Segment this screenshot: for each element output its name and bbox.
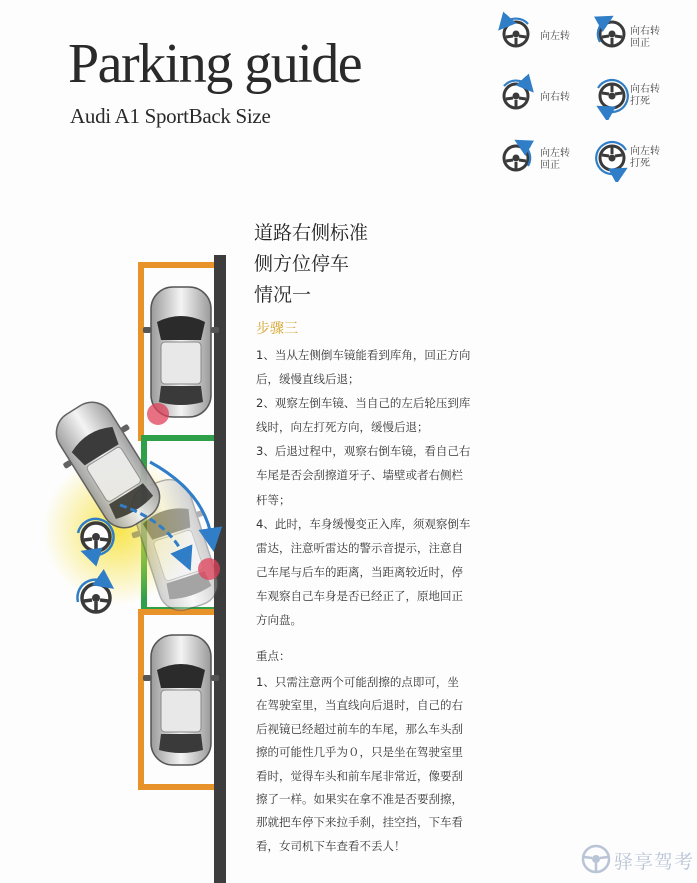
- legend-item: [492, 10, 588, 62]
- key-points-title: 重点：: [256, 649, 291, 663]
- step-item: 1、当从左侧倒车镜能看到库角，回正方向后，缓慢直线后退；: [256, 348, 471, 387]
- page-subtitle: Audi A1 SportBack Size: [70, 104, 271, 128]
- legend-item: [588, 72, 684, 124]
- watermark-text: 驿享驾考: [614, 851, 695, 873]
- front-contact-point: [147, 403, 169, 425]
- front-parked-car: [143, 287, 219, 417]
- legend-item: [492, 72, 588, 124]
- rear-contact-point: [198, 558, 220, 580]
- steering-wheel-turn-right-full-lock-icon: [588, 72, 636, 120]
- legend-label: 向左转 回正: [540, 148, 570, 171]
- legend-label: 向右转 打死: [630, 84, 660, 107]
- steering-wheel-turn-left-center-icon: [492, 134, 540, 182]
- heading-line: 情况一: [254, 284, 312, 306]
- legend-item: [492, 134, 588, 186]
- steering-wheel-turn-right-icon: [492, 72, 540, 120]
- step-instructions: [256, 343, 471, 632]
- step-item: 4、此时，车身缓慢变正入库，须观察倒车雷达，注意听雷达的警示音提示，注意自己车尾与后车的距离，当距离较近时，停车观察自己车身是否已经正了，原地回正方向盘。: [256, 516, 471, 628]
- page-title: Parking guide: [68, 33, 362, 95]
- heading-line: 侧方位停车: [254, 253, 350, 275]
- step-item: 2、观察左倒车镜、当自己的左后轮压到库线时，向左打死方向，缓慢后退；: [256, 396, 471, 435]
- legend-item: [588, 10, 684, 62]
- rear-parked-car: [143, 635, 219, 765]
- watermark: [580, 843, 695, 875]
- legend-label: 向右转: [540, 92, 570, 103]
- watermark-logo-icon: [580, 843, 612, 875]
- step-title: 步骤三: [256, 321, 298, 337]
- step-item: 3、后退过程中，观察右倒车镜，看自己右车尾是否会刮擦道牙子、墙壁或者右侧栏杆等；: [256, 444, 471, 507]
- legend-item: [588, 134, 684, 186]
- heading-line: 道路右侧标准: [254, 222, 369, 244]
- guide-heading: [254, 218, 368, 311]
- steering-wheel-turn-right-center-icon: [588, 10, 636, 58]
- steering-legend: [492, 10, 692, 185]
- legend-label: 向左转 打死: [630, 146, 660, 169]
- legend-label: 向左转: [540, 31, 570, 42]
- key-point-item: 1、只需注意两个可能刮擦的点即可，坐在驾驶室里，当直线向后退时，自己的右后视镜已经超过前车的车尾，那么车头刮擦的可能性几乎为０，只是坐在驾驶室里看时，觉得车头和前车尾非常近，像要刮擦了一样。如果实在拿不准是否要刮擦，那就把车停下来拉手刹，挂空挡，下车看看，女司机下车查看不丢人！: [256, 675, 463, 853]
- steering-wheel-turn-left-icon: [492, 10, 540, 58]
- steering-wheel-turn-left-full-lock-icon: [588, 134, 636, 182]
- legend-label: 向右转 回正: [630, 26, 660, 49]
- key-points-text: [256, 671, 469, 858]
